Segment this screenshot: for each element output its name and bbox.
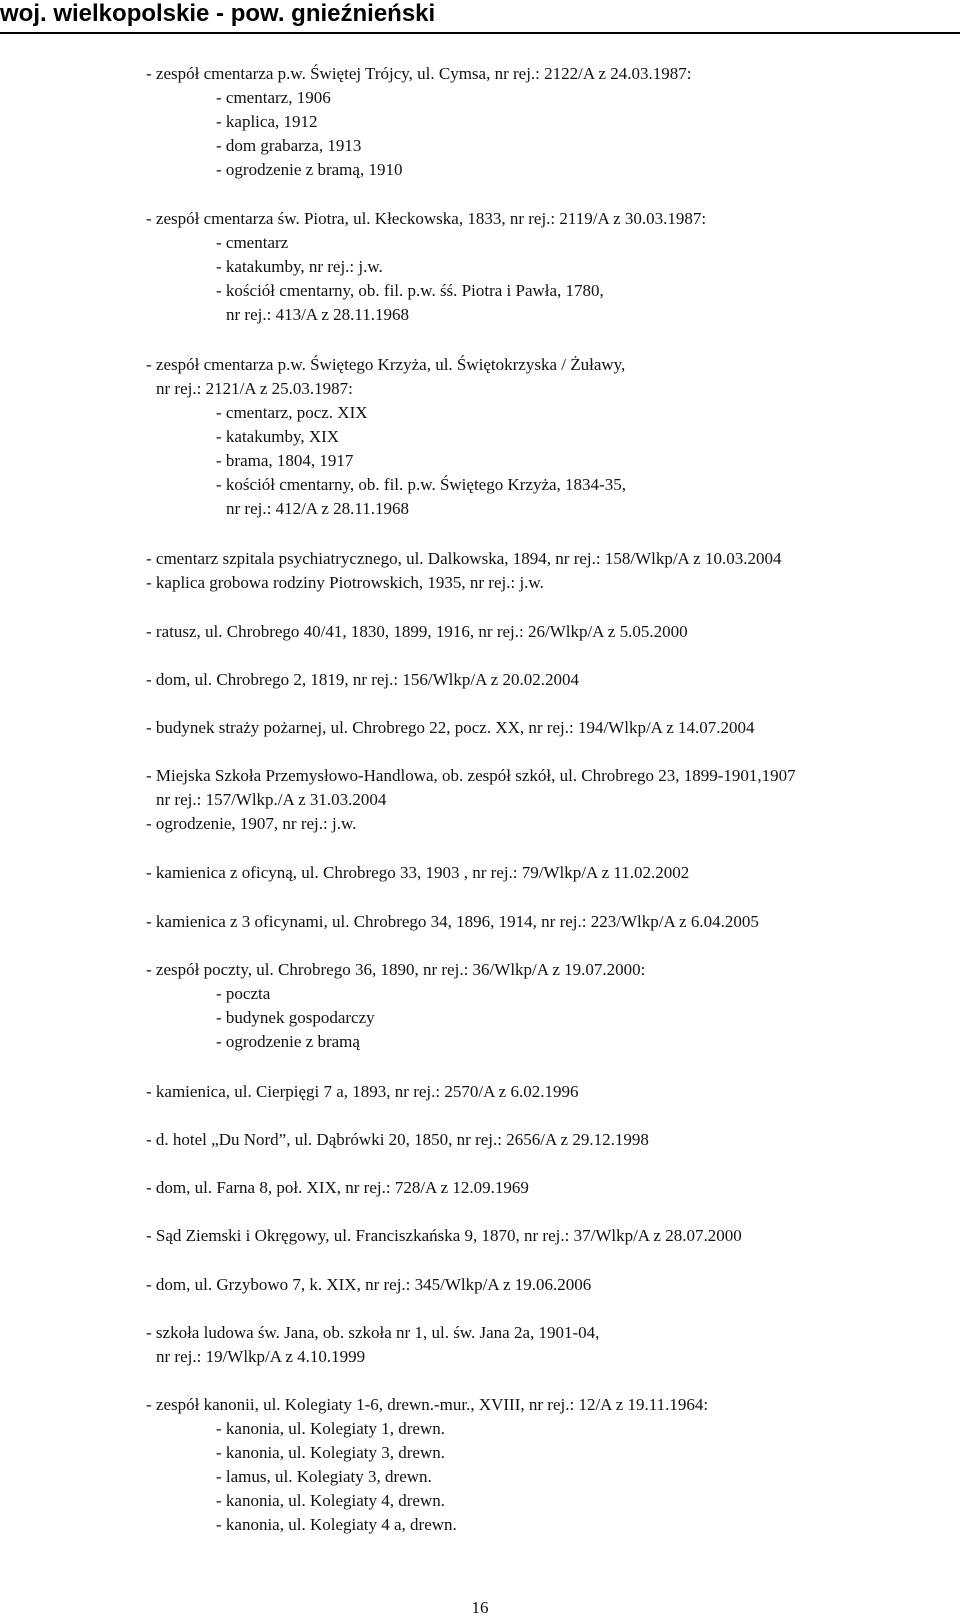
entry-line: - kaplica grobowa rodziny Piotrowskich, 1935, nr rej.: j.w. xyxy=(146,573,544,592)
sub-entry-line: - poczta xyxy=(216,984,271,1003)
sub-entry-line: - ogrodzenie z bramą, 1910 xyxy=(216,160,403,179)
entry-line: nr rej.: 19/Wlkp/A z 4.10.1999 xyxy=(156,1347,366,1366)
sub-entry-line: - kanonia, ul. Kolegiaty 4, drewn. xyxy=(216,1491,445,1510)
entry-line: nr rej.: 2121/A z 25.03.1987: xyxy=(156,379,353,398)
entry-line: - zespół cmentarza św. Piotra, ul. Kłeckowska, 1833, nr rej.: 2119/A z 30.03.1987: xyxy=(146,209,707,228)
sub-entry-line: - cmentarz xyxy=(216,233,289,252)
entry-line: - zespół poczty, ul. Chrobrego 36, 1890, nr rej.: 36/Wlkp/A z 19.07.2000: xyxy=(146,960,646,979)
entry-line: - kamienica z 3 oficynami, ul. Chrobrego 34, 1896, 1914, nr rej.: 223/Wlkp/A z 6.04.2005 xyxy=(146,912,759,931)
sub-entry-line: - dom grabarza, 1913 xyxy=(216,136,362,155)
page-header xyxy=(0,0,960,34)
sub-entry-line: - katakumby, nr rej.: j.w. xyxy=(216,257,383,276)
sub-entry-line: nr rej.: 412/A z 28.11.1968 xyxy=(226,499,410,518)
sub-entry-line: - cmentarz, pocz. XIX xyxy=(216,403,368,422)
entry-line: - szkoła ludowa św. Jana, ob. szkoła nr 1, ul. św. Jana 2a, 1901-04, xyxy=(146,1323,600,1342)
entry-line: - Miejska Szkoła Przemysłowo-Handlowa, ob. zespół szkół, ul. Chrobrego 23, 1899-1901,1907 xyxy=(146,766,796,785)
entry-line: - dom, ul. Grzybowo 7, k. XIX, nr rej.: 345/Wlkp/A z 19.06.2006 xyxy=(146,1275,592,1294)
entry-line: nr rej.: 157/Wlkp./A z 31.03.2004 xyxy=(156,790,387,809)
entry-line: - kamienica z oficyną, ul. Chrobrego 33, 1903 , nr rej.: 79/Wlkp/A z 11.02.2002 xyxy=(146,863,690,882)
page-title: woj. wielkopolskie - pow. gnieźnieński xyxy=(0,0,436,27)
entry-line: - zespół cmentarza p.w. Świętej Trójcy, ul. Cymsa, nr rej.: 2122/A z 24.03.1987: xyxy=(146,64,692,83)
sub-entry-line: - kościół cmentarny, ob. fil. p.w. Świętego Krzyża, 1834-35, xyxy=(216,475,626,494)
entry-line: - Sąd Ziemski i Okręgowy, ul. Franciszkańska 9, 1870, nr rej.: 37/Wlkp/A z 28.07.2000 xyxy=(146,1226,742,1245)
sub-entry-line: - kanonia, ul. Kolegiaty 1, drewn. xyxy=(216,1419,445,1438)
sub-entry-line: - brama, 1804, 1917 xyxy=(216,451,354,470)
sub-entry-line: - cmentarz, 1906 xyxy=(216,88,331,107)
page-number: 16 xyxy=(471,1598,489,1617)
sub-entry-line: nr rej.: 413/A z 28.11.1968 xyxy=(226,305,410,324)
entry-line: - cmentarz szpitala psychiatrycznego, ul. Dalkowska, 1894, nr rej.: 158/Wlkp/A z 10.03.2004 xyxy=(146,549,782,568)
sub-entry-line: - lamus, ul. Kolegiaty 3, drewn. xyxy=(216,1467,432,1486)
sub-entry-line: - kanonia, ul. Kolegiaty 4 a, drewn. xyxy=(216,1515,457,1534)
sub-entry-line: - budynek gospodarczy xyxy=(216,1008,375,1027)
entry-line: - zespół cmentarza p.w. Świętego Krzyża, ul. Świętokrzyska / Żuławy, xyxy=(146,355,626,374)
entry-line: - d. hotel „Du Nord”, ul. Dąbrówki 20, 1850, nr rej.: 2656/A z 29.12.1998 xyxy=(146,1130,649,1149)
entry-line: - budynek straży pożarnej, ul. Chrobrego 22, pocz. XX, nr rej.: 194/Wlkp/A z 14.07.2004 xyxy=(146,718,755,737)
entry-line: - ogrodzenie, 1907, nr rej.: j.w. xyxy=(146,814,357,833)
sub-entry-line: - kaplica, 1912 xyxy=(216,112,318,131)
entry-line: - zespół kanonii, ul. Kolegiaty 1-6, drewn.-mur., XVIII, nr rej.: 12/A z 19.11.1964: xyxy=(146,1395,709,1414)
sub-entry-line: - kanonia, ul. Kolegiaty 3, drewn. xyxy=(216,1443,445,1462)
entry-line: - dom, ul. Chrobrego 2, 1819, nr rej.: 156/Wlkp/A z 20.02.2004 xyxy=(146,670,579,689)
sub-entry-line: - ogrodzenie z bramą xyxy=(216,1032,360,1051)
entry-line: - kamienica, ul. Cierpięgi 7 a, 1893, nr rej.: 2570/A z 6.02.1996 xyxy=(146,1082,579,1101)
sub-entry-line: - kościół cmentarny, ob. fil. p.w. śś. Piotra i Pawła, 1780, xyxy=(216,281,604,300)
entry-line: - dom, ul. Farna 8, poł. XIX, nr rej.: 728/A z 12.09.1969 xyxy=(146,1178,529,1197)
sub-entry-line: - katakumby, XIX xyxy=(216,427,340,446)
entry-line: - ratusz, ul. Chrobrego 40/41, 1830, 1899, 1916, nr rej.: 26/Wlkp/A z 5.05.2000 xyxy=(146,622,688,641)
